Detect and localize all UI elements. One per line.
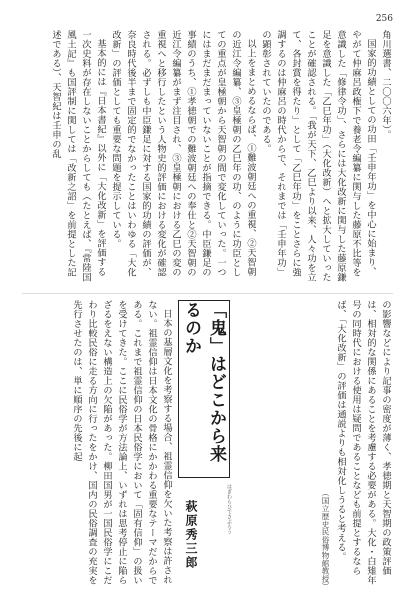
right-lower-paragraph: の影響などにより記事の密度が薄く、孝徳期と天智期の政策評価は、相対的な関係にあることを考慮する必要がある。大化・白雉年号の同時代における使用は疑問であることなども前提とするならば、「大化改新」の評価は通説よりも相対化しうると考える。 bbox=[335, 300, 391, 585]
section-divider bbox=[22, 293, 393, 294]
upper-paragraph: 以上をまとめるならば、①難波朝廷への重視、②天智朝の近江令編纂、③皇極朝の乙巳年の功、のように功臣としての重点が皇極朝から天智朝の間で変化していった。一つにはまだまだまっていないことが指摘できる。中臣鎌足の事績のうち、①孝徳朝での難波朝廷への奉仕と②天智朝の近江令編纂がまず注目され、③皇極朝における乙巳の変の重視へと移行したという人物史的評価における変化が確認される。必ずしも中臣鎌足に対する国家的功績の評価が、奈良時代後半まで固定的でなかったことはいわゆる「大化改新」の評価としても重要な問題を提示している。 bbox=[110, 30, 256, 277]
page-number: 256 bbox=[375, 14, 393, 24]
left-lower-paragraph: 日本の基層文化を考察する場合、祖霊信仰を欠いた考察は許されない。祖霊信仰は日本文化の骨格にかかわる重要なテーマだからである。これまで祖霊信仰の日本民俗学において「固有信仰」の扱いを受けてきた。ここに民俗学が方法論上、いずれは思考停止に陥らざるをえない構造上の欠陥があった。柳田国男が一国民俗学にこだわり比較民俗に走る方向に行ったをかけ、国内の民俗調査の充実を先行させたのは、単に順序の先後に起 bbox=[71, 300, 172, 585]
article-title: 「鬼」はどこから来るのか bbox=[181, 301, 226, 463]
article-title-box bbox=[178, 300, 230, 478]
upper-paragraph: 基本的には『日本書紀』以外に「大化改新」を評価する一次史料が存在しないことからしても（たとえば、『常陸国風土記』も国評制に関しては「改新之詔」を前提とした記述である）、天智紀は壬申の乱 bbox=[50, 30, 106, 282]
right-lower-text-block bbox=[245, 300, 393, 590]
upper-text-block bbox=[18, 30, 393, 286]
author-name-reading: はぎわらひでさぶろう bbox=[226, 484, 232, 534]
author-affiliation-note: （国立歴史民俗博物館教授） bbox=[321, 488, 330, 590]
upper-paragraph: 国家的功績としての功田「壬申年功」を中心に始まり、やがて仲麻呂政権下で養老令編纂に関与した藤原不比等を意識した「修律令功」、さらには大化改新に関与した藤原鎌足を意識した「乙巳年功」（大化改新）へと拡大していったことが確認される。「我が天下、乙巳より以来、人々功を立て、各封賞を得たり」として「乙巳年功」をことさらに強調するのは仲麻呂の時代からで、それまでは「壬申年功」の顕彰されていたのである。 bbox=[260, 30, 376, 282]
upper-paragraph: 角川選書、二〇〇六年）。 bbox=[380, 30, 391, 140]
article-author: 萩原秀三郎 bbox=[184, 500, 198, 570]
left-lower-text-block bbox=[22, 300, 174, 590]
